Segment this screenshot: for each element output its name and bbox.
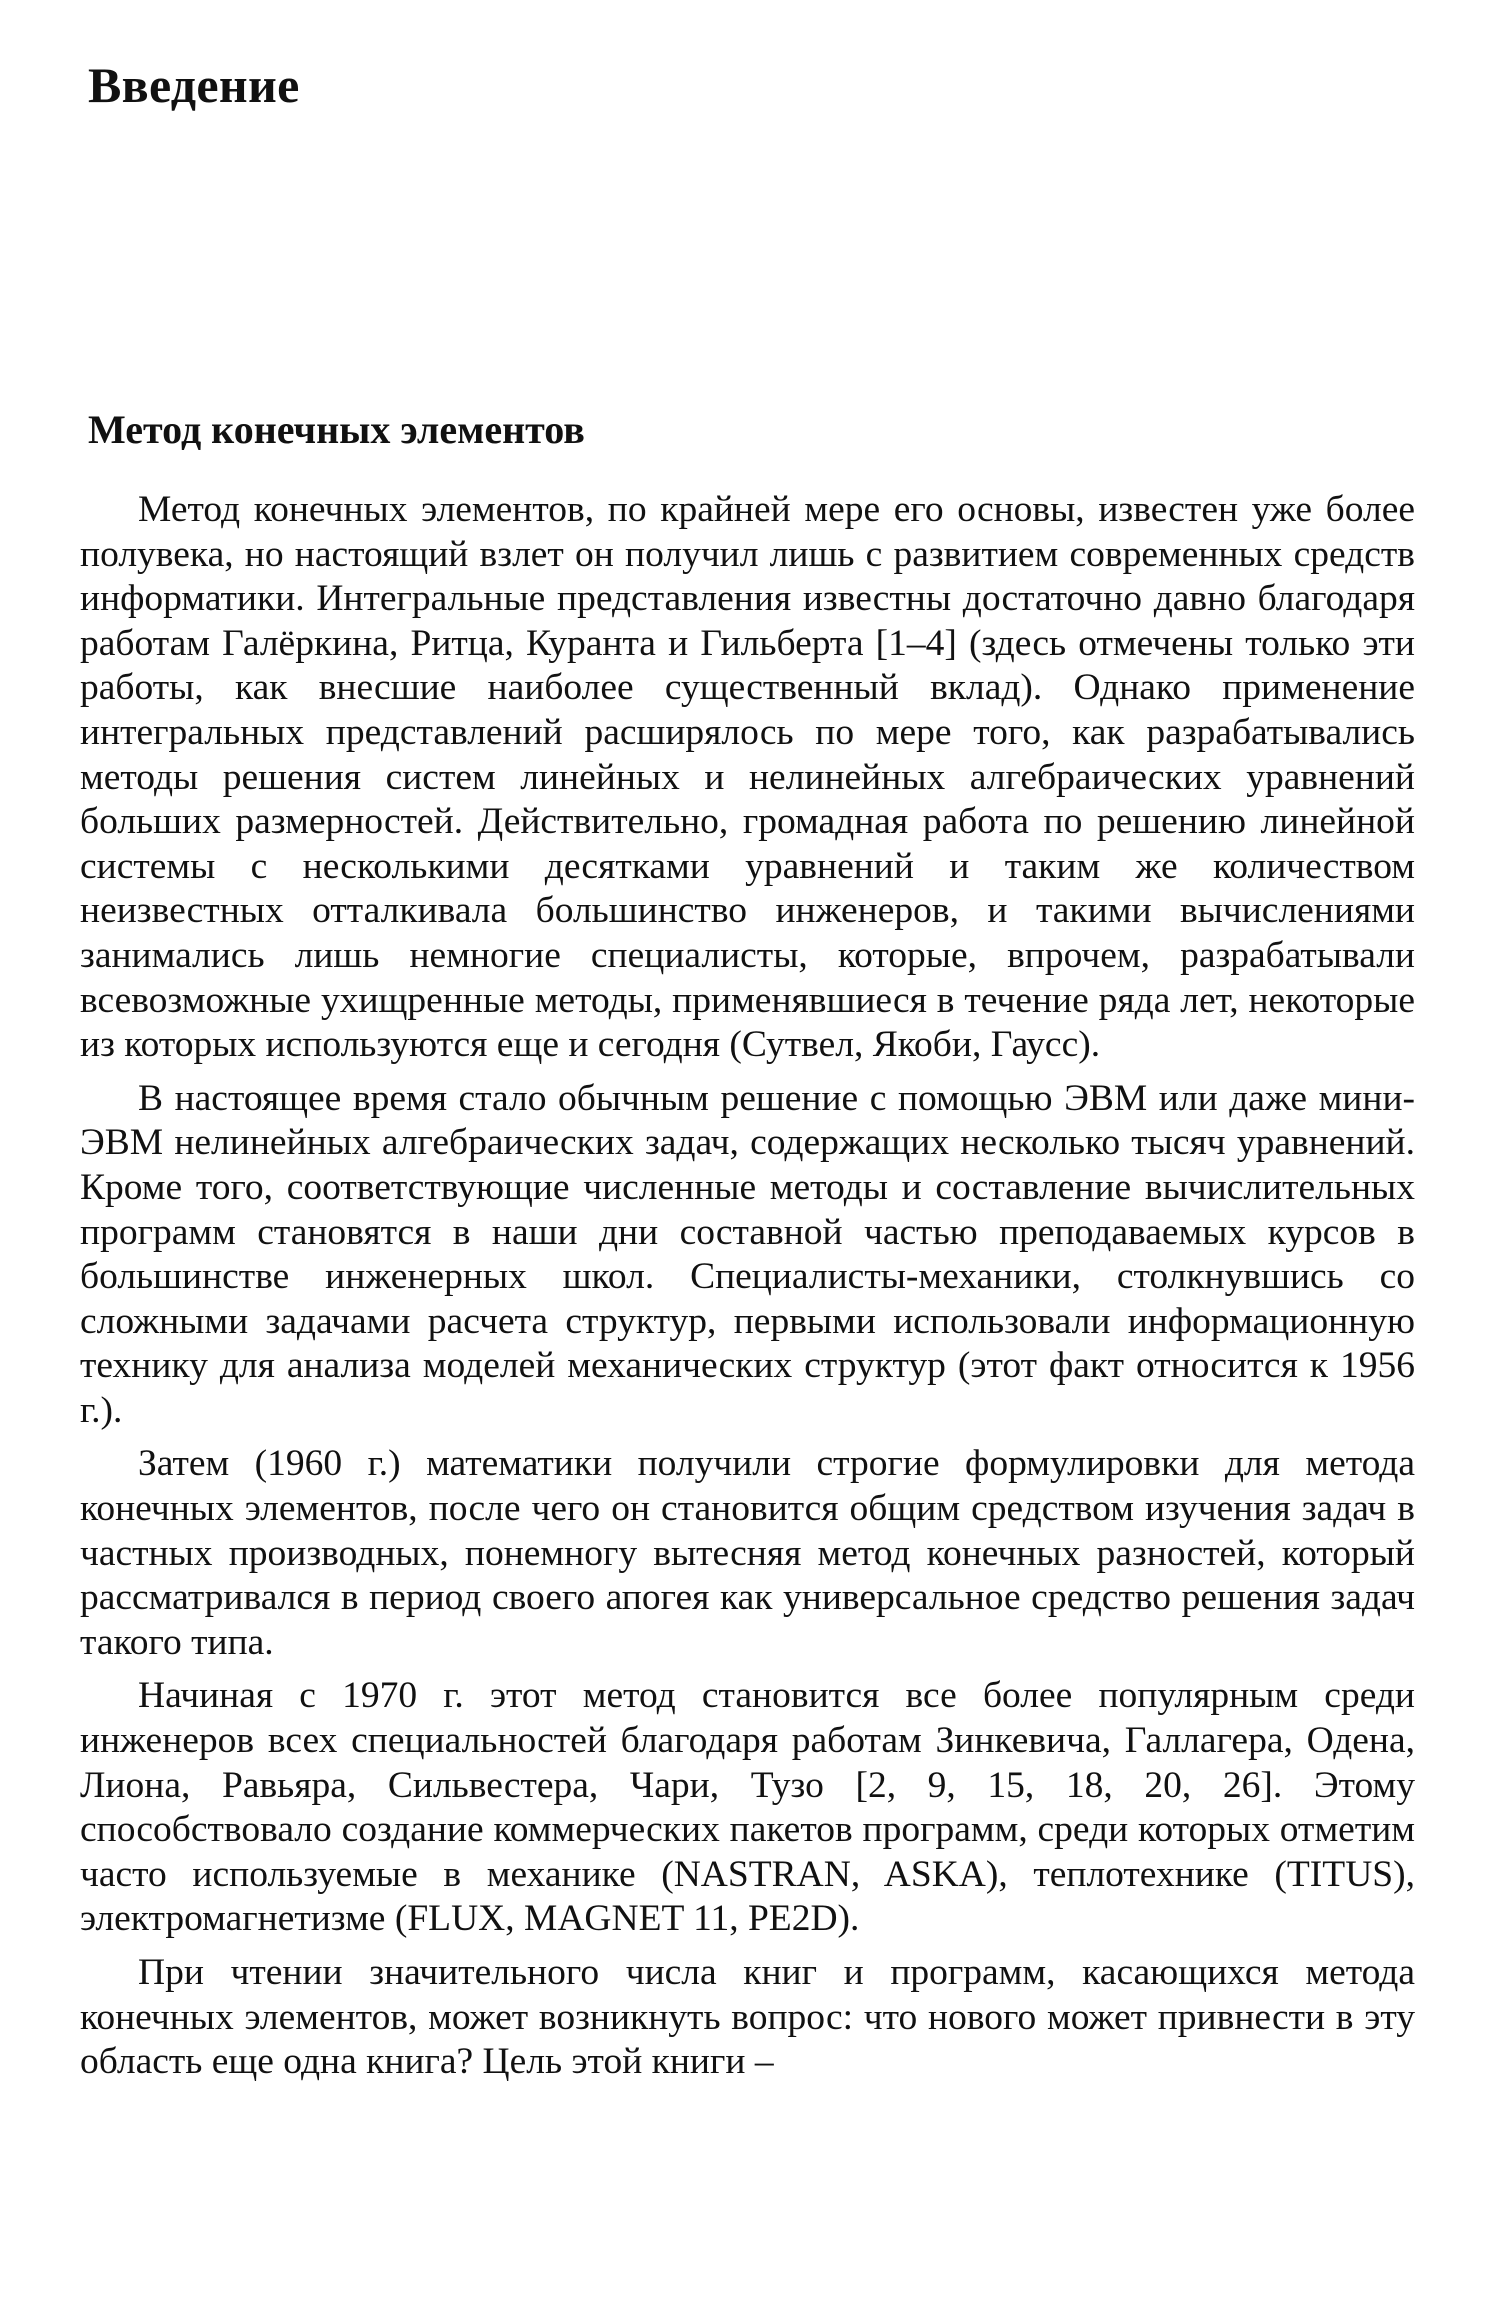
- body-text: [80, 488, 1415, 2094]
- section-title: Метод конечных элементов: [88, 407, 585, 452]
- chapter-title: Введение: [88, 57, 300, 113]
- paragraph: При чтении значительного числа книг и программ, касающихся метода конечных элементов, может возникнуть вопрос: что нового может привнести в эту область еще одна книга? Цель этой книги –: [80, 1952, 1415, 2083]
- paragraph: Начиная с 1970 г. этот метод становится все более популярным среди инженеров всех специальностей благодаря работам Зинкевича, Галлагера, Одена, Лиона, Равьяра, Сильвестера, Чари, Тузо [2, 9, 15, 18, 20, 26]. Этому способствовало создание коммерческих пакетов программ, среди которых отметим часто используемые в механике (NASTRAN, ASKA), теплотехнике (TITUS), электромагнетизме (FLUX, MAGNET 11, PE2D).: [80, 1675, 1415, 1940]
- paragraph: Метод конечных элементов, по крайней мере его основы, известен уже более полувека, но настоящий взлет он получил лишь с развитием современных средств информатики. Интегральные представления известны достаточно давно благодаря работам Галёркина, Ритца, Куранта и Гильберта [1–4] (здесь отмечены только эти работы, как внесшие наиболее существенный вклад). Однако применение интегральных представлений расширялось по мере того, как разрабатывались методы решения систем линейных и нелинейных алгебраических уравнений больших размерностей. Действительно, громадная работа по решению линейной системы с несколькими десятками уравнений и таким же количеством неизвестных отталкивала большинство инженеров, и такими вычислениями занимались лишь немногие специалисты, которые, впрочем, разрабатывали всевозможные ухищренные методы, применявшиеся в течение ряда лет, некоторые из которых используются еще и сегодня (Сутвел, Якоби, Гаусс).: [80, 489, 1415, 1066]
- paragraph: В настоящее время стало обычным решение с помощью ЭВМ или даже мини-ЭВМ нелинейных алгебраических задач, содержащих несколько тысяч уравнений. Кроме того, соответствующие численные методы и составление вычислительных программ становятся в наши дни составной частью преподаваемых курсов в большинстве инженерных школ. Специалисты-механики, столкнувшись со сложными задачами расчета структур, первыми использовали информационную технику для анализа моделей механических структур (этот факт относится к 1956 г.).: [80, 1077, 1415, 1431]
- paragraph: Затем (1960 г.) математики получили строгие формулировки для метода конечных элементов, после чего он становится общим средством изучения задач в частных производных, понемногу вытесняя метод конечных разностей, который рассматривался в период своего апогея как универсальное средство решения задач такого типа.: [80, 1443, 1415, 1663]
